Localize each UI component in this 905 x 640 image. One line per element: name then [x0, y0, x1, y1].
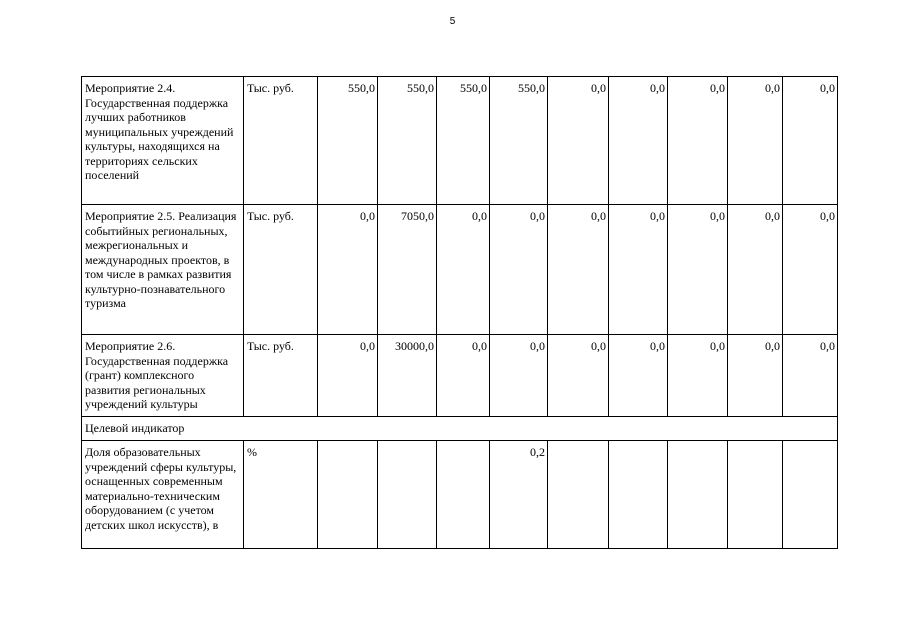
value-cell: 550,0: [318, 77, 378, 205]
value-cell: [437, 441, 490, 549]
value-cell: [728, 441, 783, 549]
value-cell: [668, 441, 728, 549]
value-cell: 0,2: [490, 441, 548, 549]
value-cell: 550,0: [378, 77, 437, 205]
value-cell: 0,0: [609, 205, 668, 335]
value-cell: 550,0: [437, 77, 490, 205]
value-cell: [609, 441, 668, 549]
indicator-name-cell: Доля образовательных учреждений сферы культуры, оснащенных современным материально-техническим оборудованием (с учетом детских школ искусств), в: [82, 441, 244, 549]
value-cell: 0,0: [490, 205, 548, 335]
unit-cell: Тыс. руб.: [244, 77, 318, 205]
value-cell: 7050,0: [378, 205, 437, 335]
value-cell: 0,0: [548, 205, 609, 335]
table-row: [82, 335, 838, 417]
value-cell: [783, 441, 838, 549]
table-row: [82, 441, 838, 549]
value-cell: 0,0: [783, 205, 838, 335]
value-cell: 0,0: [783, 335, 838, 417]
value-cell: 0,0: [490, 335, 548, 417]
value-cell: [548, 441, 609, 549]
value-cell: 0,0: [437, 205, 490, 335]
section-header: Целевой индикатор: [82, 417, 838, 441]
value-cell: 0,0: [783, 77, 838, 205]
value-cell: 550,0: [490, 77, 548, 205]
value-cell: [378, 441, 437, 549]
value-cell: 0,0: [668, 77, 728, 205]
unit-cell: Тыс. руб.: [244, 205, 318, 335]
value-cell: 0,0: [668, 205, 728, 335]
value-cell: 0,0: [728, 77, 783, 205]
value-cell: 0,0: [609, 335, 668, 417]
event-name-cell: Мероприятие 2.4. Государственная поддержка лучших работников муниципальных учреждений культуры, находящихся на территориях сельских поселений: [82, 77, 244, 205]
unit-cell: %: [244, 441, 318, 549]
value-cell: 30000,0: [378, 335, 437, 417]
section-header-row: [82, 417, 838, 441]
value-cell: 0,0: [548, 335, 609, 417]
table-row: [82, 77, 838, 205]
value-cell: 0,0: [318, 335, 378, 417]
event-name-cell: Мероприятие 2.6. Государственная поддержка (грант) комплексного развития региональных учреждений культуры: [82, 335, 244, 417]
value-cell: 0,0: [318, 205, 378, 335]
value-cell: 0,0: [609, 77, 668, 205]
budget-table: [81, 76, 838, 549]
unit-cell: Тыс. руб.: [244, 335, 318, 417]
event-name-cell: Мероприятие 2.5. Реализация событийных региональных, межрегиональных и международных проектов, в том числе в рамках развития культурно-познавательного туризма: [82, 205, 244, 335]
page-number: 5: [449, 16, 456, 27]
value-cell: 0,0: [668, 335, 728, 417]
value-cell: [318, 441, 378, 549]
value-cell: 0,0: [728, 205, 783, 335]
value-cell: 0,0: [548, 77, 609, 205]
table-row: [82, 205, 838, 335]
value-cell: 0,0: [437, 335, 490, 417]
value-cell: 0,0: [728, 335, 783, 417]
